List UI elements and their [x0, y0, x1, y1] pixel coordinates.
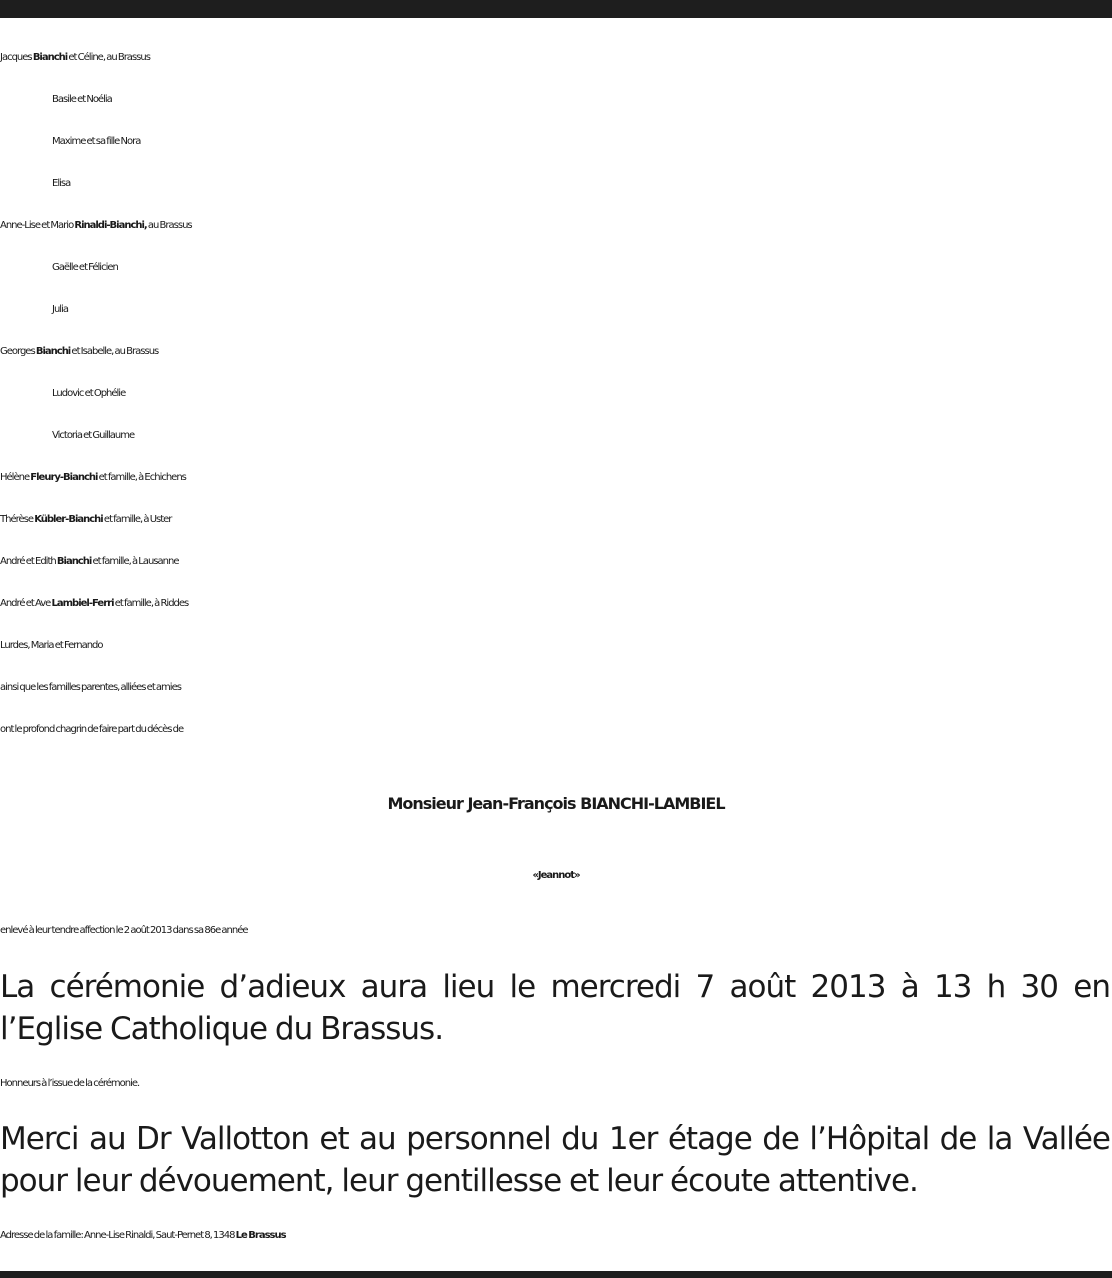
- family-surname: Bianchi: [56, 556, 92, 567]
- family-line: Ludovic et Ophélie: [52, 388, 126, 399]
- family-line: Gaëlle et Félicien: [52, 262, 118, 273]
- family-line: André et Ave Lambiel-Ferri et famille, à Riddes: [0, 598, 189, 609]
- address-town: Le Brassus: [235, 1230, 286, 1241]
- family-surname: Lambiel-Ferri: [51, 598, 114, 609]
- top-rule: [0, 0, 1112, 18]
- family-surname: Rinaldi-Bianchi,: [74, 220, 147, 231]
- bottom-rule: [0, 1271, 1112, 1278]
- deceased-nickname: «Jeannot»: [532, 870, 580, 881]
- family-line: Georges Bianchi et Isabelle, au Brassus: [0, 346, 159, 357]
- family-surname: Bianchi: [32, 52, 68, 63]
- family-line: Basile et Noélia: [52, 94, 112, 105]
- family-line: Jacques Bianchi et Céline, au Brassus: [0, 52, 150, 63]
- family-line: Elisa: [52, 178, 71, 189]
- family-line: ont le profond chagrin de faire part du décès de: [0, 724, 184, 735]
- family-line: Anne-Lise et Mario Rinaldi-Bianchi, au Brassus: [0, 220, 192, 231]
- family-list: [0, 37, 1110, 751]
- deceased-name: Monsieur Jean-François BIANCHI-LAMBIEL: [387, 794, 725, 813]
- honours-paragraph: Honneurs à l’issue de la cérémonie.: [0, 1078, 140, 1089]
- death-paragraph: enlevé à leur tendre affection le 2 août 2013 dans sa 86e année: [0, 925, 248, 936]
- family-surname: Kübler-Bianchi: [34, 514, 103, 525]
- family-surname: Fleury-Bianchi: [30, 472, 98, 483]
- address-paragraph: Adresse de la famille: Anne-Lise Rinaldi, Saut-Pernet 8, 1348 Le Brassus: [0, 1230, 286, 1241]
- family-line: ainsi que les familles parentes, alliées et amies: [0, 682, 181, 693]
- family-surname: Bianchi: [35, 346, 71, 357]
- family-line: Victoria et Guillaume: [52, 430, 135, 441]
- family-line: Julia: [52, 304, 68, 315]
- family-line: Thérèse Kübler-Bianchi et famille, à Uster: [0, 514, 172, 525]
- family-line: Maxime et sa fille Nora: [52, 136, 141, 147]
- thanks-paragraph: Merci au Dr Vallotton et au personnel du 1er étage de l’Hôpital de la Vallée pour leur dévouement, leur gentillesse et leur écoute attentive.: [0, 1121, 1110, 1199]
- family-line: Lurdes, Maria et Fernando: [0, 640, 103, 651]
- family-line: Hélène Fleury-Bianchi et famille, à Echichens: [0, 472, 186, 483]
- ceremony-paragraph: La cérémonie d’adieux aura lieu le mercredi 7 août 2013 à 13 h 30 en l’Eglise Catholique du Brassus.: [0, 969, 1110, 1047]
- family-line: André et Edith Bianchi et famille, à Lausanne: [0, 556, 179, 567]
